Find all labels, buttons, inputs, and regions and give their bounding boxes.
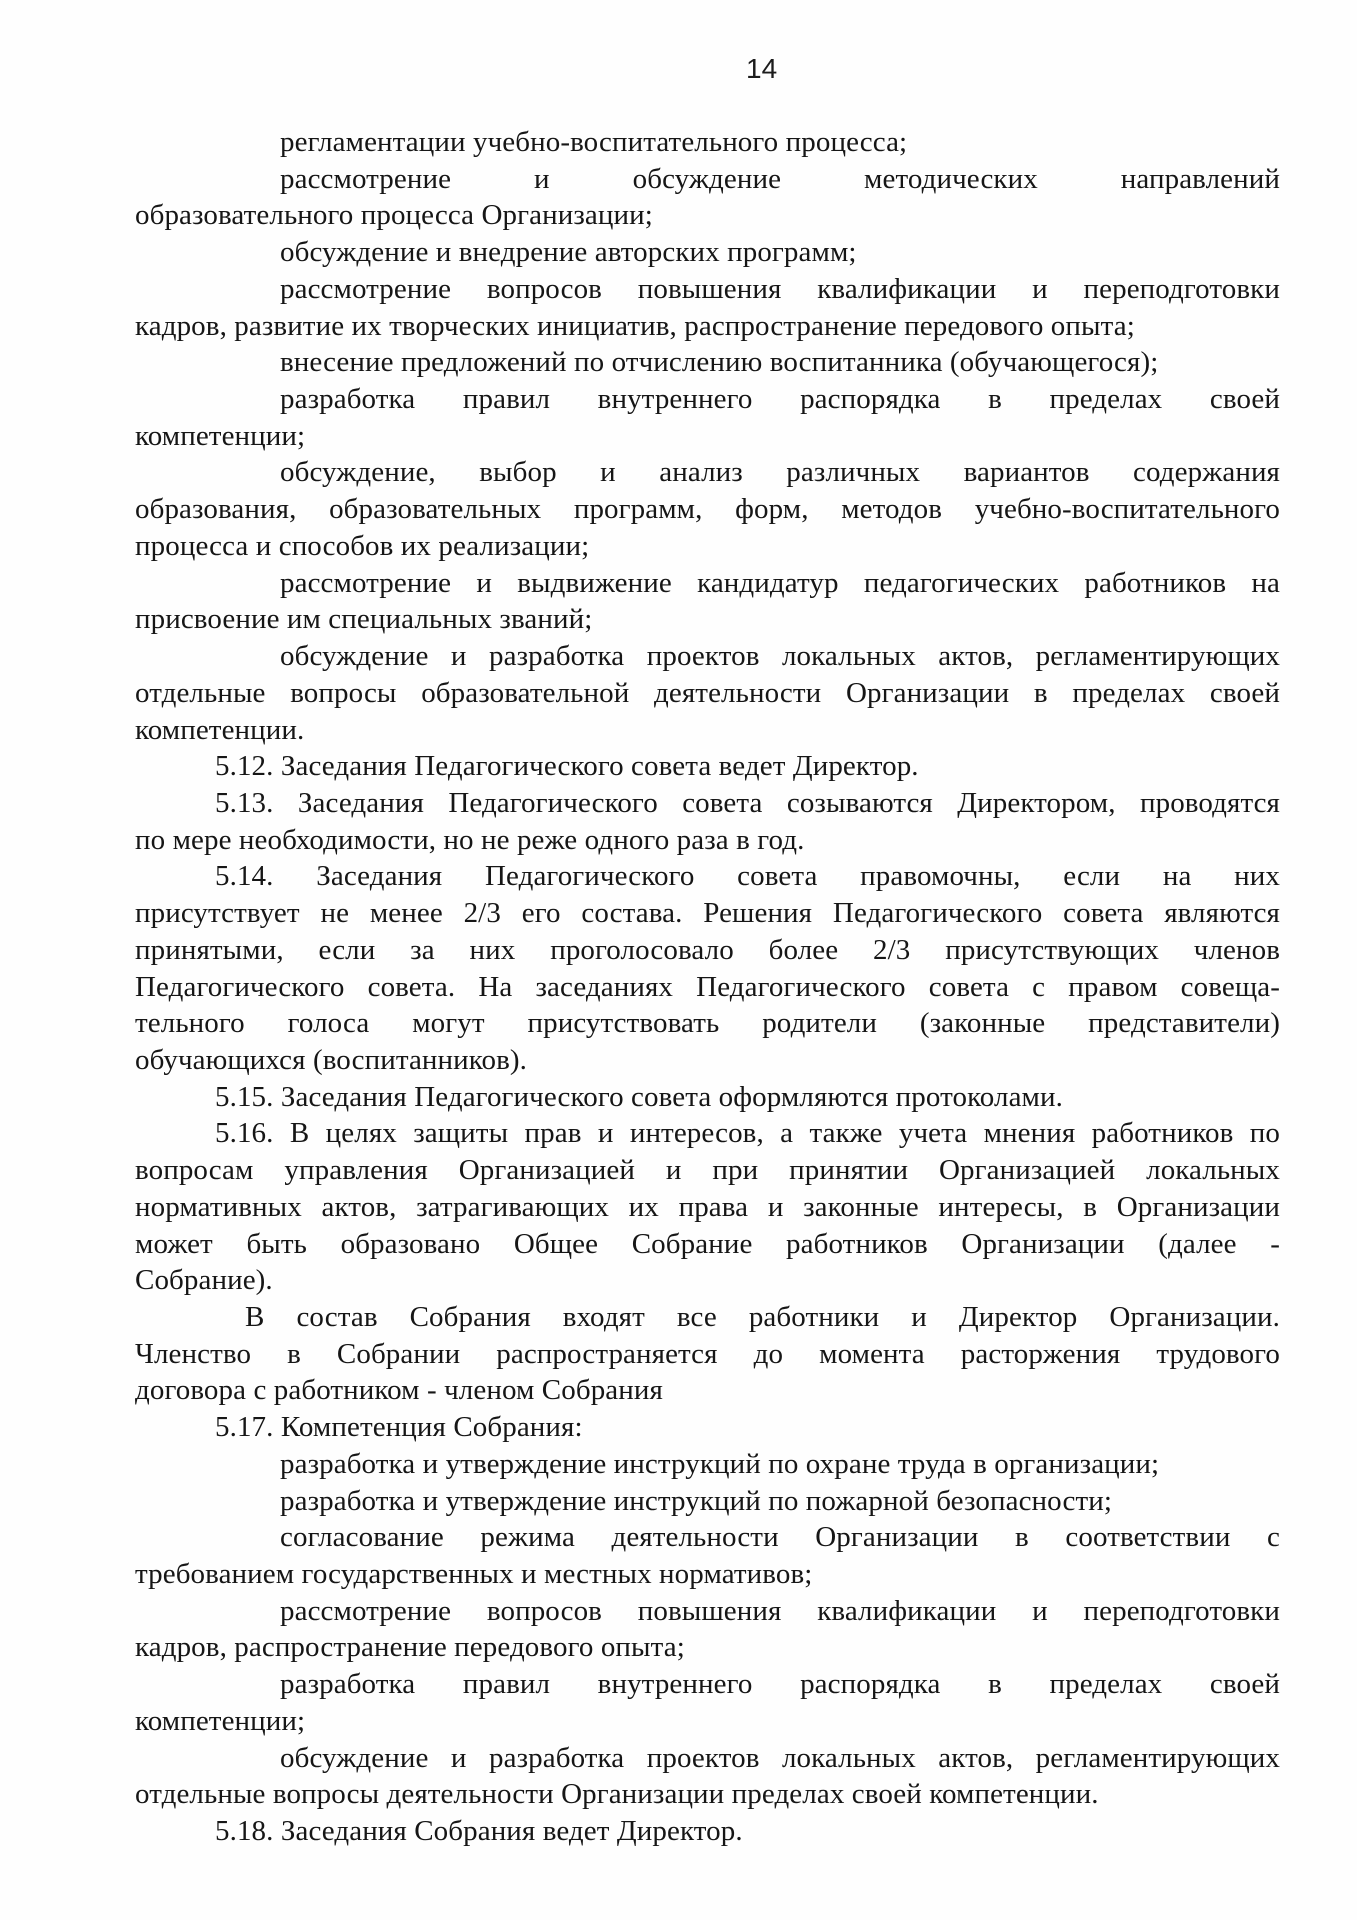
- paragraph: [135, 1740, 1280, 1813]
- text-line: тельного голоса могут присутствовать родители (законные представители): [135, 1007, 1280, 1040]
- text-line: 5.16. В целях защиты прав и интересов, а также учета мнения работников по: [215, 1117, 1280, 1150]
- text-line: Педагогического совета. На заседаниях Педагогического совета с правом совеща-: [135, 970, 1280, 1003]
- text-line: В состав Собрания входят все работники и Директор Организации.: [245, 1301, 1280, 1333]
- text-line: 5.14. Заседания Педагогического совета правомочны, если на них: [215, 860, 1280, 893]
- paragraph: [135, 1446, 1280, 1483]
- text-line: процесса и способов их реализации;: [135, 529, 590, 562]
- paragraph: [135, 1299, 1280, 1409]
- text-line: рассмотрение вопросов повышения квалификации и переподготовки: [280, 1594, 1280, 1627]
- text-line: обсуждение и разработка проектов локальных актов, регламентирующих: [280, 640, 1280, 673]
- text-line: компетенции;: [135, 1704, 306, 1737]
- text-line: отдельные вопросы деятельности Организации пределах своей компетенции.: [135, 1778, 1099, 1811]
- paragraph: [135, 271, 1280, 344]
- text-line: компетенции.: [135, 713, 305, 746]
- paragraph: [135, 1409, 1280, 1446]
- text-line: 5.12. Заседания Педагогического совета ведет Директор.: [215, 750, 919, 783]
- paragraph: [135, 1079, 1280, 1116]
- text-line: присутствует не менее 2/3 его состава. Решения Педагогического совета являются: [135, 897, 1280, 930]
- text-line: 5.18. Заседания Собрания ведет Директор.: [215, 1815, 743, 1848]
- text-line: 5.15. Заседания Педагогического совета оформляются протоколами.: [215, 1080, 1063, 1113]
- paragraph: [135, 565, 1280, 638]
- text-line: требованием государственных и местных нормативов;: [135, 1558, 813, 1591]
- text-line: нормативных актов, затрагивающих их права и законные интересы, в Организации: [135, 1190, 1280, 1223]
- paragraph: [135, 454, 1280, 564]
- text-line: образовательного процесса Организации;: [135, 199, 653, 232]
- text-line: согласование режима деятельности Организации в соответствии с: [280, 1521, 1280, 1554]
- text-line: кадров, развитие их творческих инициатив, распространение передового опыта;: [135, 309, 1135, 342]
- text-line: отдельные вопросы образовательной деятельности Организации в пределах своей: [135, 676, 1280, 709]
- paragraph: [135, 1483, 1280, 1520]
- paragraph: [135, 234, 1280, 271]
- page-number: 14: [746, 53, 778, 84]
- paragraph: [135, 1593, 1280, 1666]
- text-line: принятыми, если за них проголосовало более 2/3 присутствующих членов: [135, 933, 1280, 966]
- text-line: 5.13. Заседания Педагогического совета созываются Директором, проводятся: [215, 786, 1280, 819]
- text-line: Членство в Собрании распространяется до момента расторжения трудового: [135, 1337, 1280, 1370]
- text-line: обсуждение и разработка проектов локальных актов, регламентирующих: [280, 1741, 1280, 1774]
- paragraph: [135, 858, 1280, 1078]
- text-line: рассмотрение и выдвижение кандидатур педагогических работников на: [280, 566, 1280, 599]
- text-line: присвоение им специальных званий;: [135, 603, 593, 636]
- text-line: по мере необходимости, но не реже одного раза в год.: [135, 823, 805, 856]
- paragraph: [135, 161, 1280, 234]
- text-line: разработка и утверждение инструкций по охране труда в организации;: [280, 1447, 1160, 1480]
- paragraph: [135, 638, 1280, 748]
- paragraph: [135, 785, 1280, 858]
- document-body: [135, 124, 1280, 1850]
- paragraph: [135, 748, 1280, 785]
- text-line: договора с работником - членом Собрания: [135, 1374, 663, 1407]
- text-line: 5.17. Компетенция Собрания:: [215, 1411, 583, 1444]
- paragraph: [135, 1813, 1280, 1850]
- text-line: обсуждение и внедрение авторских программ;: [280, 236, 857, 269]
- paragraph: [135, 1115, 1280, 1299]
- text-line: обучающихся (воспитанников).: [135, 1043, 528, 1076]
- text-line: разработка правил внутреннего распорядка в пределах своей: [280, 1668, 1280, 1701]
- paragraph: [135, 124, 1280, 161]
- paragraph: [135, 381, 1280, 454]
- text-line: Собрание).: [135, 1264, 273, 1297]
- text-line: кадров, распространение передового опыта;: [135, 1631, 685, 1664]
- text-line: рассмотрение и обсуждение методических направлений: [280, 162, 1280, 195]
- text-line: разработка правил внутреннего распорядка в пределах своей: [280, 383, 1280, 416]
- text-line: регламентации учебно-воспитательного процесса;: [280, 126, 908, 158]
- paragraph: [135, 1666, 1280, 1739]
- text-line: вопросам управления Организацией и при принятии Организацией локальных: [135, 1154, 1280, 1187]
- paragraph: [135, 344, 1280, 381]
- text-line: компетенции;: [135, 419, 306, 452]
- text-line: образования, образовательных программ, форм, методов учебно-воспитательного: [135, 493, 1280, 526]
- text-line: внесение предложений по отчислению воспитанника (обучающегося);: [280, 346, 1159, 379]
- paragraph: [135, 1519, 1280, 1592]
- text-line: обсуждение, выбор и анализ различных вариантов содержания: [280, 456, 1280, 489]
- text-line: рассмотрение вопросов повышения квалификации и переподготовки: [280, 272, 1280, 305]
- text-line: разработка и утверждение инструкций по пожарной безопасности;: [280, 1484, 1113, 1517]
- text-line: может быть образовано Общее Собрание работников Организации (далее -: [135, 1227, 1280, 1260]
